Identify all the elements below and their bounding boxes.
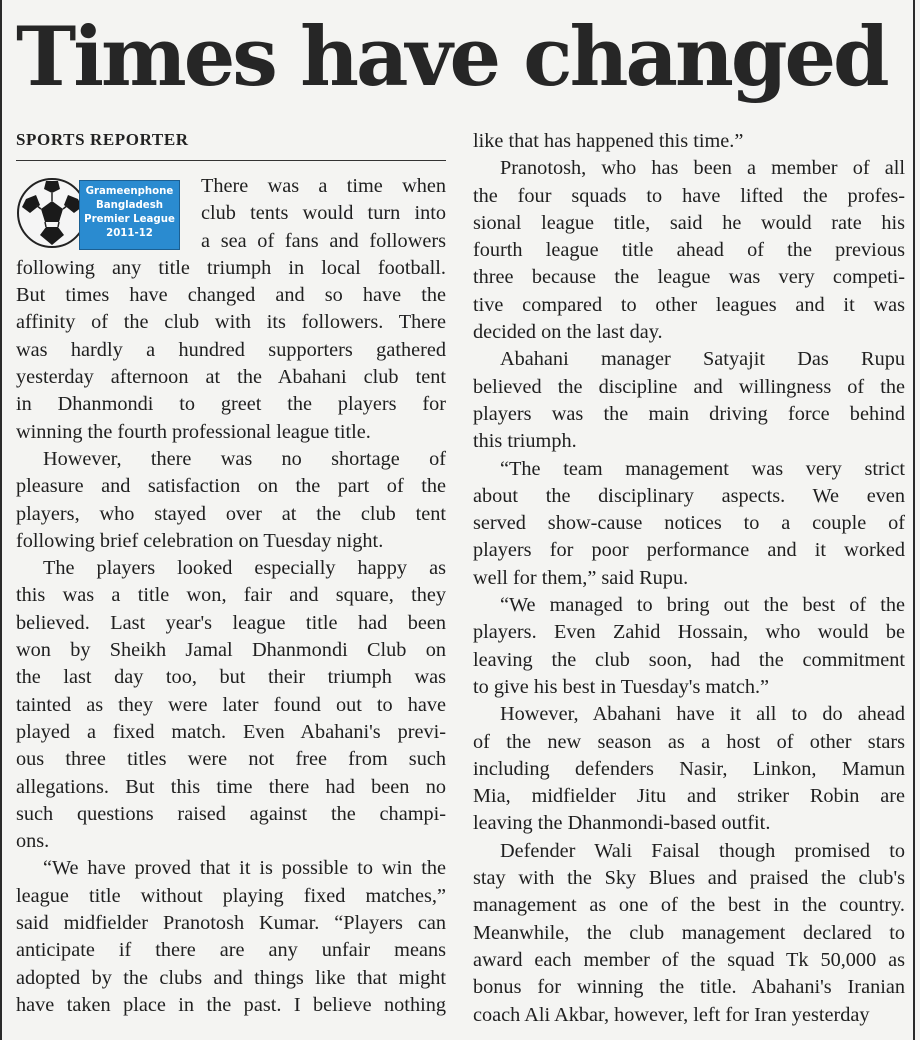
text-line: pleasure and satisfaction on the part of the xyxy=(16,475,446,498)
text-line: winning the fourth professional league title. xyxy=(16,420,371,443)
text-line: in Dhanmondi to greet the players for xyxy=(16,393,446,416)
text-line: following brief celebration on Tuesday night. xyxy=(16,529,384,552)
text-line: served show-cause notices to a couple of xyxy=(473,512,905,535)
logo-line-3: Premier League xyxy=(84,214,175,225)
text-line: believed. Last year's league title had been xyxy=(16,611,446,634)
text-line: this triumph. xyxy=(473,430,577,453)
text-line: tive compared to other leagues and it was xyxy=(473,293,905,316)
text-line: coach Ali Akbar, however, left for Iran yesterday xyxy=(473,1003,870,1026)
byline: SPORTS REPORTER xyxy=(16,130,446,161)
text-line: well for them,” said Rupu. xyxy=(473,566,689,589)
text-line: The players looked especially happy as xyxy=(43,557,446,580)
text-line: following any title triumph in local football. xyxy=(16,256,446,279)
text-line: Mia, midfielder Jitu and striker Robin are xyxy=(473,785,905,808)
text-line: played a fixed match. Even Abahani's previ- xyxy=(16,720,446,743)
text-line: “We have proved that it is possible to win the xyxy=(43,857,446,880)
text-line: adopted by the clubs and things like that might xyxy=(16,966,446,989)
text-line: “The team management was very strict xyxy=(500,457,905,480)
text-line: including defenders Nasir, Linkon, Mamun xyxy=(473,757,905,780)
text-line: players. Even Zahid Hossain, who would be xyxy=(473,621,905,644)
text-line: league title without playing fixed matches,” xyxy=(16,884,446,907)
text-line: yesterday afternoon at the Abahani club tent xyxy=(16,366,446,389)
text-line: the last day too, but their triumph was xyxy=(16,666,446,689)
text-line: stay with the Sky Blues and praised the club's xyxy=(473,867,905,890)
text-line: However, Abahani have it all to do ahead xyxy=(500,703,905,726)
text-line: believed the discipline and willingness of the xyxy=(473,375,905,398)
text-line: sional league title, said he would rate his xyxy=(473,211,905,234)
text-line: such questions raised against the champi- xyxy=(16,802,446,825)
text-line: club tents would turn into xyxy=(201,202,446,225)
text-line: fourth league title ahead of the previous xyxy=(473,239,905,262)
text-line: anticipate if there are any unfair means xyxy=(16,939,446,962)
text-line: Meanwhile, the club management declared to xyxy=(473,921,905,944)
article-column-1 xyxy=(16,173,446,1019)
text-line: three because the league was very competi- xyxy=(473,266,905,289)
text-line: ous three titles were not free from such xyxy=(16,748,446,771)
text-line: Pranotosh, who has been a member of all xyxy=(500,157,905,180)
text-line: players for poor performance and it worked xyxy=(473,539,905,562)
text-line: affinity of the club with its followers. There xyxy=(16,311,446,334)
text-line: management as one of the best in the country. xyxy=(473,894,905,917)
text-line: have taken place in the past. I believe nothing xyxy=(16,993,446,1016)
logo-line-1: Grameenphone xyxy=(85,186,174,197)
text-line: was hardly a hundred supporters gathered xyxy=(16,338,446,361)
text-line: ons. xyxy=(16,830,50,853)
text-line: However, there was no shortage of xyxy=(43,447,446,470)
text-line: “We managed to bring out the best of the xyxy=(500,594,905,617)
text-line: leaving the club soon, had the commitment xyxy=(473,648,905,671)
text-line: to give his best in Tuesday's match.” xyxy=(473,675,770,698)
text-line: about the disciplinary aspects. We even xyxy=(473,484,905,507)
text-line: Defender Wali Faisal though promised to xyxy=(500,839,905,862)
text-line: of the new season as a host of other stars xyxy=(473,730,905,753)
text-line: decided on the last day. xyxy=(473,321,663,344)
text-line: allegations. But this time there had been no xyxy=(16,775,446,798)
text-line: players, who stayed over at the club tent xyxy=(16,502,446,525)
text-line: like that has happened this time.” xyxy=(473,130,744,152)
article-column-2 xyxy=(473,128,905,1029)
text-line: this was a title won, fair and square, they xyxy=(16,584,446,607)
headline: Times have changed xyxy=(16,10,887,105)
text-line: There was a time when xyxy=(201,175,446,197)
left-border xyxy=(0,0,2,1040)
text-line: tainted as they were later found out to have xyxy=(16,693,446,716)
text-line: said midfielder Pranotosh Kumar. “Players can xyxy=(16,912,446,935)
text-line: won by Sheikh Jamal Dhanmondi Club on xyxy=(16,639,446,662)
text-line: award each member of the squad Tk 50,000 as xyxy=(473,948,905,971)
logo-line-2: Bangladesh xyxy=(95,200,164,211)
text-line: a sea of fans and followers xyxy=(201,229,446,252)
text-line: But times have changed and so have the xyxy=(16,284,446,307)
right-border xyxy=(913,0,915,1040)
logo-line-4: 2011-12 xyxy=(106,228,153,239)
text-line: the four squads to have lifted the profes- xyxy=(473,184,905,207)
text-line: Abahani manager Satyajit Das Rupu xyxy=(500,348,905,371)
text-line: bonus for winning the title. Abahani's Iranian xyxy=(473,976,905,999)
text-line: leaving the Dhanmondi-based outfit. xyxy=(473,812,771,835)
text-line: players was the main driving force behind xyxy=(473,402,905,425)
